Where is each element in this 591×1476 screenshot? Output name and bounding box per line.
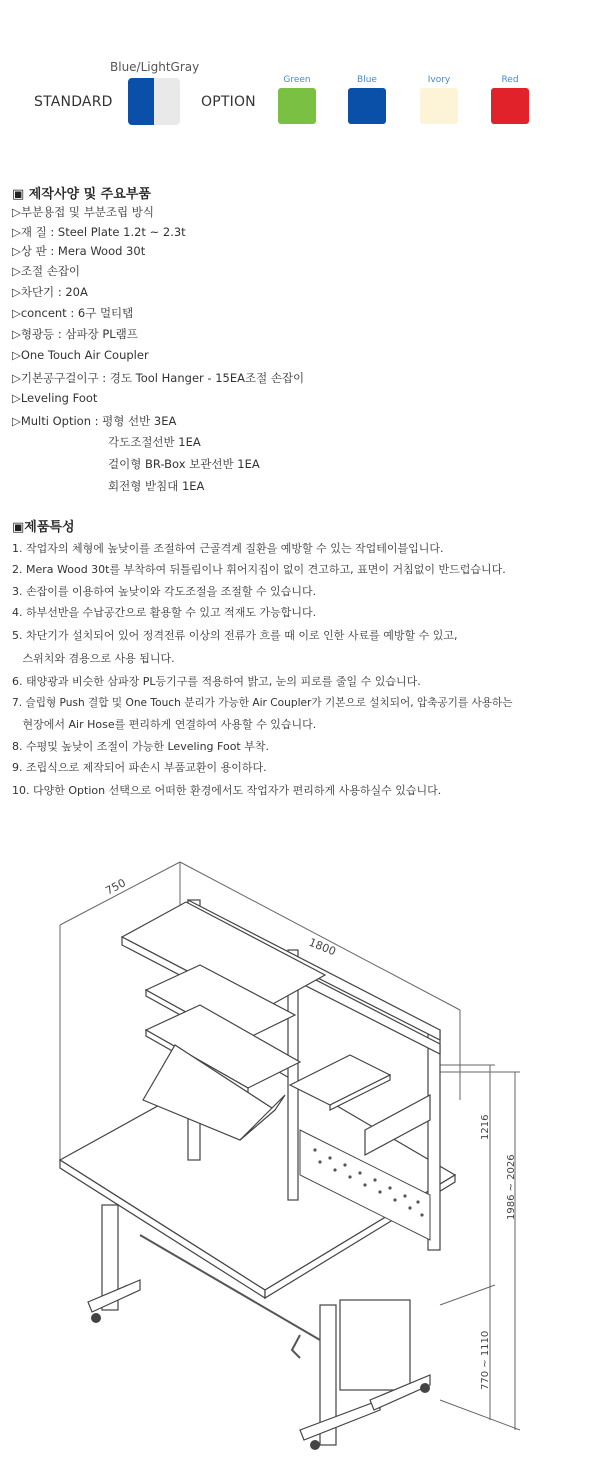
spec-item: ▷재 질 : Steel Plate 1.2t ~ 2.3t	[12, 225, 186, 239]
spec-sub-item: 걸이형 BR-Box 보관선반 1EA	[108, 457, 260, 471]
features-heading: ▣제품특성	[12, 520, 75, 535]
dim-table-height: 770 ~ 1110	[480, 1330, 491, 1390]
feature-item: 현장에서 Air Hose를 편리하게 연결하여 사용할 수 있습니다.	[12, 718, 317, 731]
option-blue-swatch	[348, 88, 386, 124]
dim-width: 1800	[306, 935, 338, 959]
dim-upper-height: 1216	[480, 1114, 491, 1140]
dim-total-height: 1986 ~ 2026	[506, 1154, 517, 1220]
feature-item: 6. 태양광과 비슷한 삼파장 PL등기구를 적용하여 밝고, 눈의 피로를 줄일 수 있습니다.	[12, 675, 421, 688]
option-ivory-label: Ivory	[427, 75, 451, 85]
spec-item: ▷Leveling Foot	[12, 391, 98, 405]
spec-sub-item: 회전형 받침대 1EA	[108, 479, 205, 493]
feature-item: 1. 작업자의 체형에 높낮이를 조절하여 근골격계 질환을 예방할 수 있는 작업테이블입니다.	[12, 542, 444, 555]
standard-blue-half	[128, 78, 154, 125]
option-label: OPTION	[201, 94, 256, 110]
feature-item: 3. 손잡이를 이용하여 높낮이와 각도조절을 조절할 수 있습니다.	[12, 585, 317, 598]
standard-swatch	[128, 78, 180, 125]
spec-item: ▷조절 손잡이	[12, 264, 81, 278]
option-red-label: Red	[501, 75, 519, 85]
spec-sub-item: 각도조절선반 1EA	[108, 435, 201, 449]
workbench-drawing	[0, 840, 591, 1476]
feature-item: 10. 다양한 Option 선택으로 어떠한 환경에서도 작업자가 편리하게 사용하실수 있습니다.	[12, 784, 442, 797]
option-red-swatch	[491, 88, 529, 124]
spec-item: ▷One Touch Air Coupler	[12, 348, 149, 362]
spec-item: ▷부분용접 및 부분조립 방식	[12, 205, 155, 219]
feature-item: 5. 차단기가 설치되어 있어 정격전류 이상의 전류가 흐를 때 이로 인한 사료를 예방할 수 있고,	[12, 629, 458, 642]
standard-label: STANDARD	[34, 94, 113, 110]
option-blue-label: Blue	[357, 75, 377, 85]
standard-gray-half	[154, 78, 180, 125]
option-green-swatch	[278, 88, 316, 124]
feature-item: 2. Mera Wood 30t를 부착하여 뒤틀림이나 휘어지집이 없이 견고하고, 표면이 거침없이 반드럽습니다.	[12, 563, 506, 576]
option-ivory-swatch	[420, 88, 458, 124]
feature-item: 9. 조립식으로 제작되어 파손시 부품교환이 용이하다.	[12, 761, 267, 774]
spec-item: ▷차단기 : 20A	[12, 285, 88, 299]
feature-item: 8. 수평및 높낮이 조절이 가능한 Leveling Foot 부착.	[12, 740, 269, 753]
spec-item: ▷기본공구걸이구 : 경도 Tool Hanger - 15EA조절 손잡이	[12, 371, 305, 385]
feature-item: 스위치와 겸용으로 사용 됩니다.	[12, 652, 175, 665]
spec-item: ▷형광등 : 삼파장 PL램프	[12, 327, 138, 341]
standard-color-name: Blue/LightGray	[110, 60, 200, 74]
feature-item: 4. 하부선반을 수납공간으로 활용할 수 있고 적재도 가능합니다.	[12, 606, 317, 619]
spec-item: ▷Multi Option : 평형 선반 3EA	[12, 414, 177, 428]
spec-item: ▷concent : 6구 멀티탭	[12, 306, 134, 320]
dim-depth: 750	[103, 876, 128, 898]
option-green-label: Green	[283, 75, 311, 85]
specs-heading: ▣ 제작사양 및 주요부품	[12, 187, 151, 202]
feature-item: 7. 슬립형 Push 결합 및 One Touch 분리가 가능한 Air Coupler가 기본으로 설치되어, 압축공기를 사용하는	[12, 697, 513, 709]
spec-item: ▷상 판 : Mera Wood 30t	[12, 244, 146, 258]
